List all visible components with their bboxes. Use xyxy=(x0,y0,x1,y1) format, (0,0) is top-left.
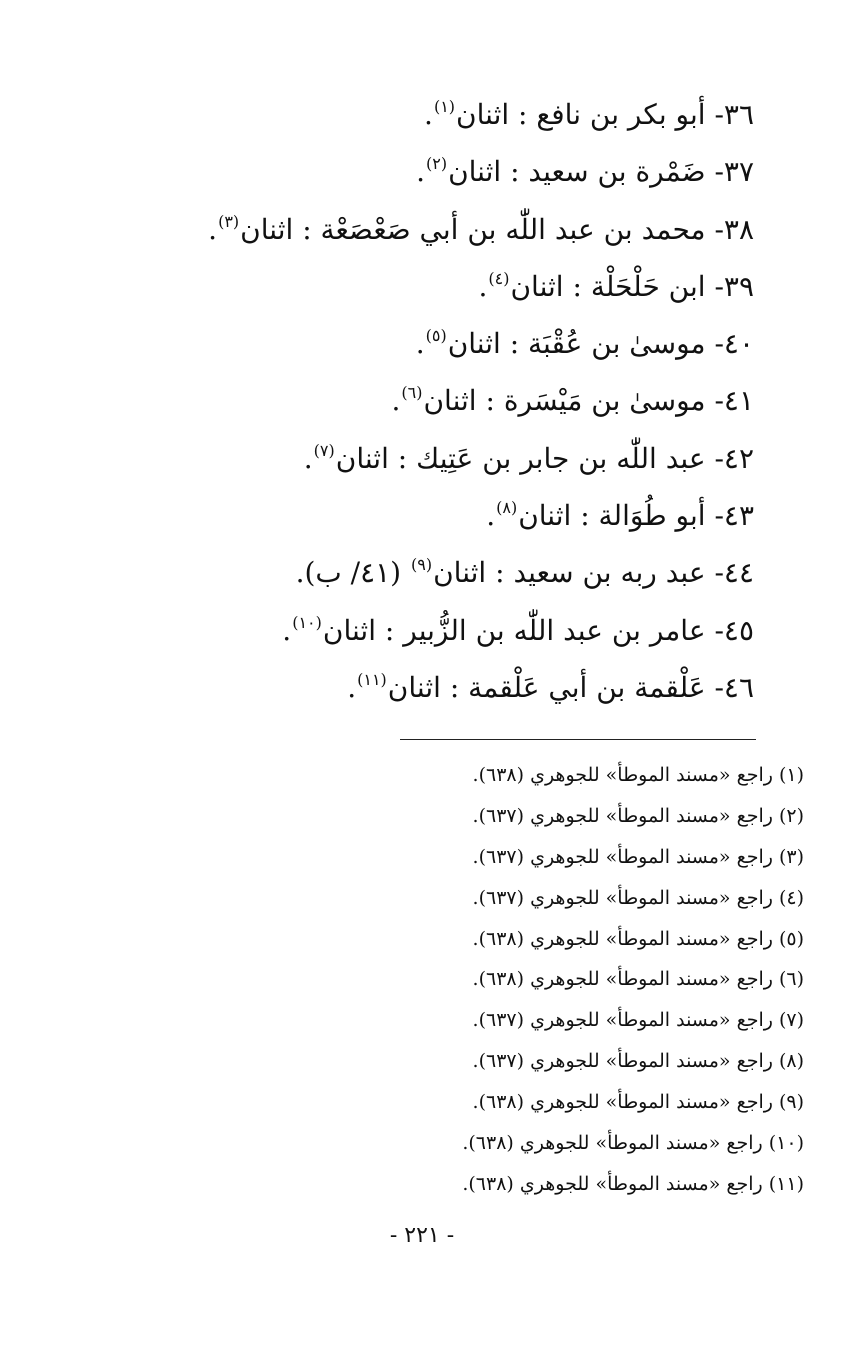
footnote-ref: (٢) xyxy=(425,154,448,174)
entry-tail: . xyxy=(347,670,357,704)
narrator-entry xyxy=(34,258,754,315)
entry-text: محمد بن عبد اللّٰه بن أبي صَعْصَعْة : اثنان xyxy=(240,212,706,246)
narrator-entry xyxy=(34,315,754,372)
entry-tail: (٤١/ ب). xyxy=(295,556,410,590)
narrator-entry xyxy=(34,430,754,487)
narrator-entry xyxy=(34,201,754,258)
entry-text: موسىٰ بن عُقْبَة : اثنان xyxy=(447,327,706,361)
footnote-ref: (٤) xyxy=(488,268,510,288)
footnote-ref: (٧) xyxy=(313,440,335,460)
entry-number: ٤٠- xyxy=(714,327,754,361)
footnotes xyxy=(44,755,804,1205)
entry-tail: . xyxy=(424,98,433,131)
entry-tail: . xyxy=(486,499,496,533)
entry-text: عبد اللّٰه بن جابر بن عَتِيك : اثنان xyxy=(335,441,706,475)
footnote-ref: (٣) xyxy=(218,211,240,231)
footnote: (٩) راجع «مسند الموطأ» للجوهري (٦٣٨). xyxy=(472,1091,804,1114)
footnote: (٥) راجع «مسند الموطأ» للجوهري (٦٣٨). xyxy=(472,927,804,950)
entry-tail: . xyxy=(303,441,313,475)
entry-number: ٣٧- xyxy=(714,155,754,189)
entry-text: أبو طُوَالة : اثنان xyxy=(518,499,706,533)
entry-number: ٤١- xyxy=(714,384,754,418)
footnote-ref: (١) xyxy=(433,97,456,116)
narrator-entry xyxy=(34,602,754,659)
footnote: (٦) راجع «مسند الموطأ» للجوهري (٦٣٨). xyxy=(472,968,804,991)
narrator-entry xyxy=(34,659,754,716)
entry-number: ٣٦- xyxy=(714,98,754,131)
footnote-ref: (٨) xyxy=(496,498,518,518)
entry-text: عامر بن عبد اللّٰه بن الزُّبير : اثنان xyxy=(322,613,706,647)
footnote: (٨) راجع «مسند الموطأ» للجوهري (٦٣٧). xyxy=(472,1050,804,1073)
entry-number: ٤٥- xyxy=(714,613,754,647)
entry-number: ٣٩- xyxy=(714,269,754,303)
narrator-entry xyxy=(34,372,754,429)
entry-tail: . xyxy=(415,327,425,361)
footnote-divider xyxy=(400,739,756,740)
page-number: - ٢٢١ - xyxy=(389,1223,455,1248)
narrator-list xyxy=(34,86,754,716)
narrator-entry xyxy=(34,544,754,601)
footnote-ref: (٥) xyxy=(425,326,447,346)
entry-number: ٤٤- xyxy=(714,556,754,590)
footnote: (١١) راجع «مسند الموطأ» للجوهري (٦٣٨). xyxy=(462,1172,804,1195)
footnote: (٢) راجع «مسند الموطأ» للجوهري (٦٣٧). xyxy=(472,804,804,827)
footnote: (٤) راجع «مسند الموطأ» للجوهري (٦٣٧). xyxy=(472,886,804,909)
entry-tail: . xyxy=(208,212,218,246)
entry-number: ٤٦- xyxy=(714,670,754,704)
entry-tail: . xyxy=(282,613,292,647)
entry-number: ٤٢- xyxy=(714,441,754,475)
narrator-entry xyxy=(34,487,754,544)
footnote: (٧) راجع «مسند الموطأ» للجوهري (٦٣٧). xyxy=(472,1009,804,1032)
footnote: (١٠) راجع «مسند الموطأ» للجوهري (٦٣٨). xyxy=(462,1132,804,1155)
entry-tail: . xyxy=(416,155,425,189)
entry-text: موسىٰ بن مَيْسَرة : اثنان xyxy=(423,384,706,418)
entry-text: ابن حَلْحَلْة : اثنان xyxy=(510,269,706,303)
footnote-ref: (٦) xyxy=(401,383,423,403)
entry-text: عَلْقمة بن أبي عَلْقمة : اثنان xyxy=(387,670,706,704)
footnote-ref: (١١) xyxy=(357,669,387,689)
narrator-entry xyxy=(34,86,754,143)
footnote: (٣) راجع «مسند الموطأ» للجوهري (٦٣٧). xyxy=(472,845,804,868)
entry-text: عبد ربه بن سعيد : اثنان xyxy=(433,556,706,590)
entry-number: ٤٣- xyxy=(714,499,754,533)
narrator-entry xyxy=(34,143,754,200)
entry-tail: . xyxy=(391,384,401,418)
entry-tail: . xyxy=(478,269,488,303)
entry-number: ٣٨- xyxy=(714,212,754,246)
footnote-ref: (١٠) xyxy=(292,612,322,632)
entry-text: ضَمْرة بن سعيد : اثنان xyxy=(448,155,706,189)
entry-text: أبو بكر بن نافع : اثنان xyxy=(456,98,706,131)
footnote-ref: (٩) xyxy=(411,555,433,575)
footnote: (١) راجع «مسند الموطأ» للجوهري (٦٣٨). xyxy=(472,764,804,786)
